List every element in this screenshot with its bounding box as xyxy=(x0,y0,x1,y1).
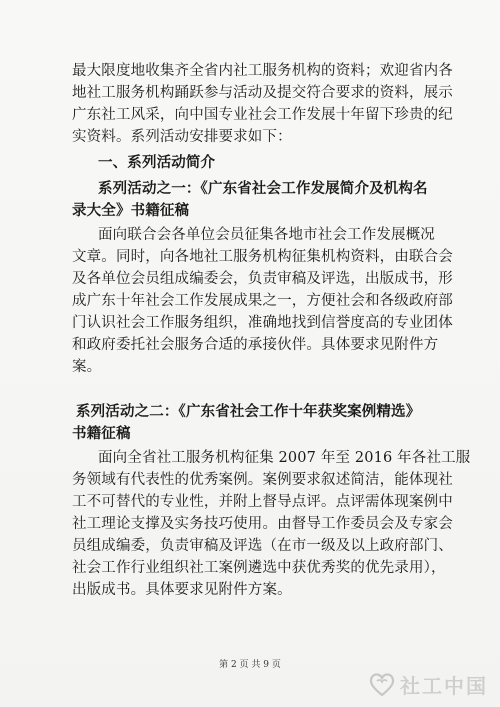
activity1-body-line: 和政府委托社会服务合适的承接伙伴。具体要求见附件方 xyxy=(72,337,439,353)
activity2-title-line: 系列活动之二：《广东省社会工作十年获奖案例精选》 xyxy=(76,403,421,420)
activity1-body-line: 面向联合会各单位会员征集各地市社会工作发展概况 xyxy=(98,227,435,243)
activity2-body-line: 社工理论支撑及实务技巧使用。由督导工作委员会及专家会 xyxy=(72,516,453,532)
activity2-title-line: 书籍征稿 xyxy=(72,425,131,442)
activity1-title xyxy=(72,178,452,222)
activity2-body-line: 出版成书。具体要求见附件方案。 xyxy=(72,582,292,598)
section-heading-block xyxy=(72,152,452,174)
section-heading: 一、系列活动简介 xyxy=(98,154,216,171)
activity2-title xyxy=(72,401,452,445)
heart-icon xyxy=(368,670,396,698)
page-number-footer: 第 2 页 共 9 页 xyxy=(219,660,281,670)
intro-line: 广东社工风采，向中国专业社会工作发展十年留下珍贵的纪 xyxy=(72,107,453,123)
activity1-body-line: 成广东十年社会工作发展成果之一，方便社会和各级政府部 xyxy=(72,293,453,309)
activity1-body-line: 门认识社会工作服务组织，准确地找到信誉度高的专业团体 xyxy=(72,315,453,331)
activity2-body-line: 社会工作行业组织社工案例遴选中获优秀奖的优先录用）， xyxy=(72,560,446,576)
activity1-body xyxy=(72,224,452,378)
activity1-body-line: 文章。同时，向各地社工服务机构征集机构资料，由联合会 xyxy=(72,249,453,265)
activity1-title-line: 录大全》书籍征稿 xyxy=(72,202,190,219)
activity2-body xyxy=(72,447,471,601)
activity1-body-line: 及各单位会员组成编委会，负责审稿及评选，出版成书，形 xyxy=(72,271,453,287)
intro-line: 最大限度地收集齐全省内社工服务机构的资料；欢迎省内各 xyxy=(72,63,453,79)
activity2-body-line: 面向全省社工服务机构征集 2007 年至 2016 年各社工服 xyxy=(98,450,471,466)
activity2-body-line: 员组成编委，负责审稿及评选（在市一级及以上政府部门、 xyxy=(72,538,453,554)
intro-line: 地社工服务机构踊跃参与活动及提交符合要求的资料，展示 xyxy=(72,85,453,101)
activity2-body-line: 工不可替代的专业性，并附上督导点评。点评需体现案例中 xyxy=(72,494,453,510)
intro-paragraph xyxy=(72,60,452,148)
activity1-title-line: 系列活动之一：《广东省社会工作发展简介及机构名 xyxy=(98,180,428,197)
intro-line: 实资料。系列活动安排要求如下： xyxy=(72,129,292,145)
activity1-body-line: 案。 xyxy=(72,359,102,375)
activity2-body-line: 务领域有代表性的优秀案例。案例要求叙述简洁，能体现社 xyxy=(72,472,453,488)
watermark-logo xyxy=(368,668,498,700)
watermark-text: 社工中国 xyxy=(400,673,488,698)
